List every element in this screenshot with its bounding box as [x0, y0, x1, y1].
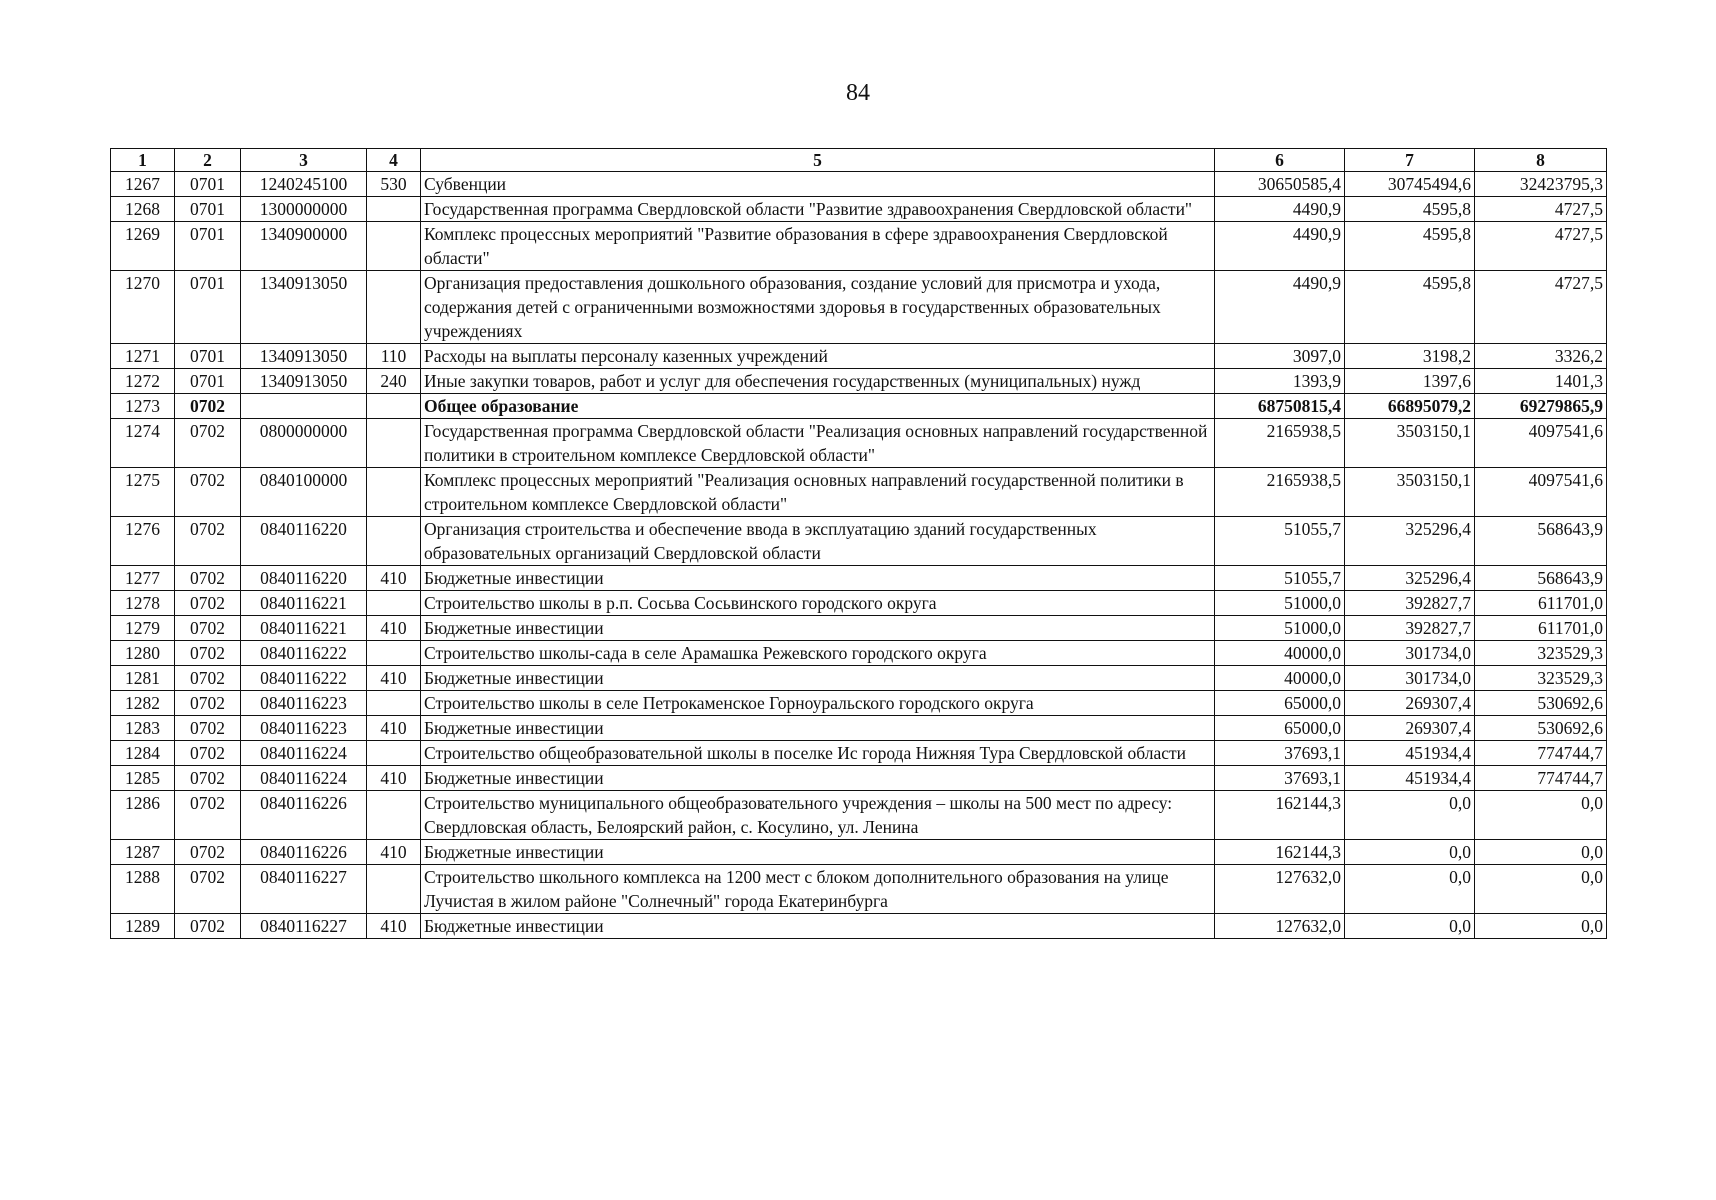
- row-number-cell: 1283: [111, 716, 175, 741]
- description-cell: Строительство общеобразовательной школы в поселке Ис города Нижняя Тура Свердловской области: [421, 741, 1215, 766]
- description-cell: Субвенции: [421, 172, 1215, 197]
- expense-type-cell: [367, 865, 421, 914]
- budget-table: [110, 148, 1607, 939]
- row-number-cell: 1288: [111, 865, 175, 914]
- amount-col6-cell: 4490,9: [1215, 197, 1345, 222]
- amount-col6-cell: 30650585,4: [1215, 172, 1345, 197]
- target-code-cell: 1340900000: [241, 222, 367, 271]
- section-code-cell: 0701: [175, 369, 241, 394]
- table-row: [111, 271, 1607, 344]
- amount-col7-cell: 392827,7: [1345, 616, 1475, 641]
- section-code-cell: 0701: [175, 344, 241, 369]
- description-cell: Организация строительства и обеспечение ввода в эксплуатацию зданий государственных образовательных организаций Свердловской области: [421, 517, 1215, 566]
- section-code-cell: 0702: [175, 666, 241, 691]
- target-code-cell: 0840100000: [241, 468, 367, 517]
- amount-col6-cell: 65000,0: [1215, 691, 1345, 716]
- expense-type-cell: 110: [367, 344, 421, 369]
- target-code-cell: 0840116227: [241, 914, 367, 939]
- row-number-cell: 1287: [111, 840, 175, 865]
- amount-col6-cell: 68750815,4: [1215, 394, 1345, 419]
- amount-col8-cell: 611701,0: [1475, 616, 1607, 641]
- expense-type-cell: 410: [367, 616, 421, 641]
- description-cell: Расходы на выплаты персоналу казенных учреждений: [421, 344, 1215, 369]
- expense-type-cell: 410: [367, 666, 421, 691]
- target-code-cell: 0840116220: [241, 517, 367, 566]
- amount-col6-cell: 4490,9: [1215, 222, 1345, 271]
- col-header-3: 3: [241, 149, 367, 172]
- table-row: [111, 566, 1607, 591]
- amount-col8-cell: 530692,6: [1475, 691, 1607, 716]
- amount-col6-cell: 51055,7: [1215, 566, 1345, 591]
- target-code-cell: 0840116221: [241, 616, 367, 641]
- section-code-cell: 0702: [175, 468, 241, 517]
- amount-col7-cell: 1397,6: [1345, 369, 1475, 394]
- amount-col8-cell: 69279865,9: [1475, 394, 1607, 419]
- header-row: [111, 149, 1607, 172]
- amount-col6-cell: 162144,3: [1215, 840, 1345, 865]
- col-header-5: 5: [421, 149, 1215, 172]
- target-code-cell: 0800000000: [241, 419, 367, 468]
- amount-col8-cell: 774744,7: [1475, 741, 1607, 766]
- col-header-6: 6: [1215, 149, 1345, 172]
- description-cell: Бюджетные инвестиции: [421, 766, 1215, 791]
- target-code-cell: 0840116220: [241, 566, 367, 591]
- row-number-cell: 1268: [111, 197, 175, 222]
- amount-col7-cell: 66895079,2: [1345, 394, 1475, 419]
- amount-col7-cell: 0,0: [1345, 791, 1475, 840]
- row-number-cell: 1267: [111, 172, 175, 197]
- row-number-cell: 1273: [111, 394, 175, 419]
- amount-col8-cell: 774744,7: [1475, 766, 1607, 791]
- expense-type-cell: [367, 271, 421, 344]
- expense-type-cell: [367, 517, 421, 566]
- amount-col8-cell: 0,0: [1475, 791, 1607, 840]
- target-code-cell: 0840116222: [241, 641, 367, 666]
- section-code-cell: 0701: [175, 197, 241, 222]
- row-number-cell: 1270: [111, 271, 175, 344]
- expense-type-cell: 410: [367, 566, 421, 591]
- section-code-cell: 0702: [175, 840, 241, 865]
- section-code-cell: 0702: [175, 419, 241, 468]
- amount-col6-cell: 51000,0: [1215, 591, 1345, 616]
- section-code-cell: 0702: [175, 865, 241, 914]
- amount-col8-cell: 323529,3: [1475, 666, 1607, 691]
- amount-col8-cell: 4727,5: [1475, 222, 1607, 271]
- table-row: [111, 197, 1607, 222]
- amount-col7-cell: 3503150,1: [1345, 419, 1475, 468]
- description-cell: Бюджетные инвестиции: [421, 914, 1215, 939]
- description-cell: Строительство школы в р.п. Сосьва Сосьвинского городского округа: [421, 591, 1215, 616]
- expense-type-cell: [367, 197, 421, 222]
- amount-col6-cell: 2165938,5: [1215, 419, 1345, 468]
- expense-type-cell: [367, 641, 421, 666]
- target-code-cell: 0840116227: [241, 865, 367, 914]
- amount-col8-cell: 611701,0: [1475, 591, 1607, 616]
- expense-type-cell: [367, 468, 421, 517]
- expense-type-cell: 410: [367, 766, 421, 791]
- description-cell: Организация предоставления дошкольного образования, создание условий для присмотра и ухода, содержания детей с ограниченными возможностями здоровья в государственных образовательных учреждениях: [421, 271, 1215, 344]
- amount-col8-cell: 4097541,6: [1475, 468, 1607, 517]
- description-cell: Комплекс процессных мероприятий "Реализация основных направлений государственной политики в строительном комплексе Свердловской области": [421, 468, 1215, 517]
- amount-col8-cell: 530692,6: [1475, 716, 1607, 741]
- row-number-cell: 1280: [111, 641, 175, 666]
- table-row: [111, 865, 1607, 914]
- amount-col6-cell: 1393,9: [1215, 369, 1345, 394]
- table-row: [111, 741, 1607, 766]
- row-number-cell: 1275: [111, 468, 175, 517]
- expense-type-cell: 410: [367, 716, 421, 741]
- description-cell: Строительство школьного комплекса на 1200 мест с блоком дополнительного образования на улице Лучистая в жилом районе "Солнечный" города Екатеринбурга: [421, 865, 1215, 914]
- amount-col8-cell: 4727,5: [1475, 271, 1607, 344]
- amount-col8-cell: 4727,5: [1475, 197, 1607, 222]
- row-number-cell: 1282: [111, 691, 175, 716]
- amount-col7-cell: 4595,8: [1345, 197, 1475, 222]
- amount-col7-cell: 269307,4: [1345, 691, 1475, 716]
- section-code-cell: 0701: [175, 271, 241, 344]
- row-number-cell: 1284: [111, 741, 175, 766]
- amount-col6-cell: 3097,0: [1215, 344, 1345, 369]
- description-cell: Бюджетные инвестиции: [421, 840, 1215, 865]
- amount-col7-cell: 392827,7: [1345, 591, 1475, 616]
- expense-type-cell: 240: [367, 369, 421, 394]
- table-row: [111, 914, 1607, 939]
- description-cell: Строительство школы-сада в селе Арамашка Режевского городского округа: [421, 641, 1215, 666]
- target-code-cell: 1240245100: [241, 172, 367, 197]
- amount-col8-cell: 568643,9: [1475, 566, 1607, 591]
- amount-col7-cell: 269307,4: [1345, 716, 1475, 741]
- amount-col6-cell: 162144,3: [1215, 791, 1345, 840]
- table-row: [111, 666, 1607, 691]
- description-cell: Государственная программа Свердловской области "Развитие здравоохранения Свердловской области": [421, 197, 1215, 222]
- section-code-cell: 0702: [175, 616, 241, 641]
- row-number-cell: 1281: [111, 666, 175, 691]
- description-cell: Комплекс процессных мероприятий "Развитие образования в сфере здравоохранения Свердловской области": [421, 222, 1215, 271]
- row-number-cell: 1269: [111, 222, 175, 271]
- amount-col7-cell: 3198,2: [1345, 344, 1475, 369]
- table-row: [111, 641, 1607, 666]
- description-cell: Иные закупки товаров, работ и услуг для обеспечения государственных (муниципальных) нужд: [421, 369, 1215, 394]
- row-number-cell: 1279: [111, 616, 175, 641]
- row-number-cell: 1271: [111, 344, 175, 369]
- target-code-cell: 1340913050: [241, 344, 367, 369]
- row-number-cell: 1285: [111, 766, 175, 791]
- target-code-cell: 0840116226: [241, 791, 367, 840]
- amount-col8-cell: 568643,9: [1475, 517, 1607, 566]
- amount-col6-cell: 127632,0: [1215, 865, 1345, 914]
- description-cell: Общее образование: [421, 394, 1215, 419]
- table-row: [111, 840, 1607, 865]
- section-code-cell: 0702: [175, 766, 241, 791]
- expense-type-cell: [367, 691, 421, 716]
- table-row: [111, 766, 1607, 791]
- section-code-cell: 0702: [175, 791, 241, 840]
- section-code-cell: 0702: [175, 641, 241, 666]
- table-row: [111, 394, 1607, 419]
- section-code-cell: 0702: [175, 394, 241, 419]
- section-code-cell: 0702: [175, 716, 241, 741]
- expense-type-cell: [367, 394, 421, 419]
- expense-type-cell: 410: [367, 840, 421, 865]
- col-header-2: 2: [175, 149, 241, 172]
- expense-type-cell: [367, 222, 421, 271]
- table-row: [111, 369, 1607, 394]
- row-number-cell: 1289: [111, 914, 175, 939]
- section-code-cell: 0702: [175, 517, 241, 566]
- col-header-1: 1: [111, 149, 175, 172]
- amount-col7-cell: 301734,0: [1345, 666, 1475, 691]
- target-code-cell: 0840116223: [241, 691, 367, 716]
- amount-col6-cell: 51000,0: [1215, 616, 1345, 641]
- amount-col7-cell: 301734,0: [1345, 641, 1475, 666]
- expense-type-cell: 410: [367, 914, 421, 939]
- expense-type-cell: [367, 791, 421, 840]
- section-code-cell: 0702: [175, 691, 241, 716]
- amount-col7-cell: 0,0: [1345, 840, 1475, 865]
- target-code-cell: 0840116222: [241, 666, 367, 691]
- description-cell: Бюджетные инвестиции: [421, 616, 1215, 641]
- expense-type-cell: [367, 419, 421, 468]
- page-number: 84: [846, 80, 870, 106]
- target-code-cell: 0840116223: [241, 716, 367, 741]
- target-code-cell: 1340913050: [241, 271, 367, 344]
- amount-col7-cell: 3503150,1: [1345, 468, 1475, 517]
- row-number-cell: 1274: [111, 419, 175, 468]
- description-cell: Бюджетные инвестиции: [421, 666, 1215, 691]
- target-code-cell: 1300000000: [241, 197, 367, 222]
- table-row: [111, 222, 1607, 271]
- target-code-cell: 1340913050: [241, 369, 367, 394]
- amount-col8-cell: 1401,3: [1475, 369, 1607, 394]
- target-code-cell: 0840116221: [241, 591, 367, 616]
- col-header-4: 4: [367, 149, 421, 172]
- target-code-cell: 0840116224: [241, 766, 367, 791]
- amount-col6-cell: 127632,0: [1215, 914, 1345, 939]
- description-cell: Государственная программа Свердловской области "Реализация основных направлений государственной политики в строительном комплексе Свердловской области": [421, 419, 1215, 468]
- amount-col8-cell: 323529,3: [1475, 641, 1607, 666]
- amount-col8-cell: 0,0: [1475, 840, 1607, 865]
- amount-col8-cell: 3326,2: [1475, 344, 1607, 369]
- amount-col7-cell: 0,0: [1345, 865, 1475, 914]
- row-number-cell: 1272: [111, 369, 175, 394]
- expense-type-cell: 530: [367, 172, 421, 197]
- target-code-cell: 0840116226: [241, 840, 367, 865]
- amount-col7-cell: 325296,4: [1345, 566, 1475, 591]
- section-code-cell: 0702: [175, 591, 241, 616]
- expense-type-cell: [367, 741, 421, 766]
- amount-col6-cell: 37693,1: [1215, 741, 1345, 766]
- row-number-cell: 1277: [111, 566, 175, 591]
- table-row: [111, 791, 1607, 840]
- amount-col7-cell: 451934,4: [1345, 766, 1475, 791]
- target-code-cell: 0840116224: [241, 741, 367, 766]
- section-code-cell: 0701: [175, 222, 241, 271]
- amount-col6-cell: 51055,7: [1215, 517, 1345, 566]
- row-number-cell: 1278: [111, 591, 175, 616]
- row-number-cell: 1286: [111, 791, 175, 840]
- table-row: [111, 616, 1607, 641]
- section-code-cell: 0701: [175, 172, 241, 197]
- amount-col8-cell: 0,0: [1475, 865, 1607, 914]
- description-cell: Бюджетные инвестиции: [421, 716, 1215, 741]
- amount-col6-cell: 65000,0: [1215, 716, 1345, 741]
- col-header-7: 7: [1345, 149, 1475, 172]
- amount-col6-cell: 4490,9: [1215, 271, 1345, 344]
- section-code-cell: 0702: [175, 914, 241, 939]
- table-row: [111, 716, 1607, 741]
- row-number-cell: 1276: [111, 517, 175, 566]
- amount-col6-cell: 2165938,5: [1215, 468, 1345, 517]
- description-cell: Строительство муниципального общеобразовательного учреждения – школы на 500 мест по адресу: Свердловская область, Белоярский район, с. Косулино, ул. Ленина: [421, 791, 1215, 840]
- table-row: [111, 517, 1607, 566]
- col-header-8: 8: [1475, 149, 1607, 172]
- target-code-cell: [241, 394, 367, 419]
- section-code-cell: 0702: [175, 566, 241, 591]
- amount-col7-cell: 4595,8: [1345, 222, 1475, 271]
- table-row: [111, 419, 1607, 468]
- table-row: [111, 468, 1607, 517]
- amount-col6-cell: 40000,0: [1215, 666, 1345, 691]
- amount-col8-cell: 0,0: [1475, 914, 1607, 939]
- expense-type-cell: [367, 591, 421, 616]
- table-row: [111, 691, 1607, 716]
- table-row: [111, 172, 1607, 197]
- amount-col7-cell: 451934,4: [1345, 741, 1475, 766]
- amount-col6-cell: 40000,0: [1215, 641, 1345, 666]
- amount-col8-cell: 32423795,3: [1475, 172, 1607, 197]
- amount-col7-cell: 4595,8: [1345, 271, 1475, 344]
- section-code-cell: 0702: [175, 741, 241, 766]
- table-body: [111, 172, 1607, 939]
- amount-col7-cell: 325296,4: [1345, 517, 1475, 566]
- amount-col6-cell: 37693,1: [1215, 766, 1345, 791]
- table-row: [111, 344, 1607, 369]
- amount-col8-cell: 4097541,6: [1475, 419, 1607, 468]
- description-cell: Бюджетные инвестиции: [421, 566, 1215, 591]
- amount-col7-cell: 0,0: [1345, 914, 1475, 939]
- table-row: [111, 591, 1607, 616]
- amount-col7-cell: 30745494,6: [1345, 172, 1475, 197]
- description-cell: Строительство школы в селе Петрокаменское Горноуральского городского округа: [421, 691, 1215, 716]
